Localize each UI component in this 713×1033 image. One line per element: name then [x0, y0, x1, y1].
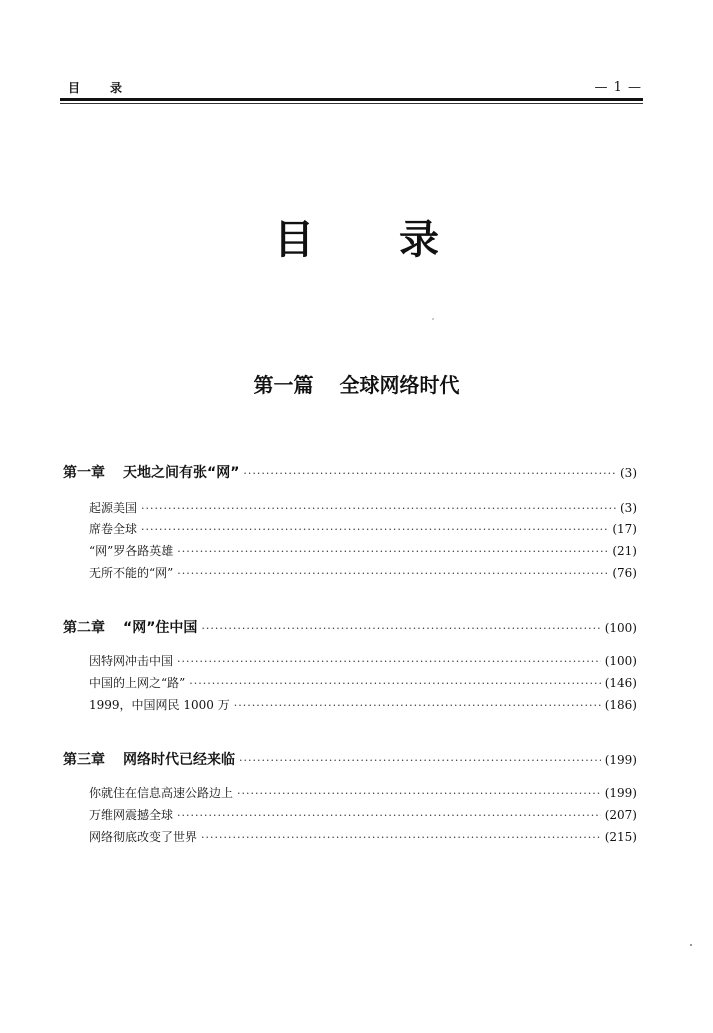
dot-leader — [201, 829, 601, 847]
dot-leader — [234, 697, 601, 715]
section-page: (17) — [612, 522, 637, 536]
dot-leader — [189, 675, 600, 693]
scan-speck — [432, 318, 434, 320]
section-title: 中国的上网之“路” — [89, 676, 186, 690]
section-title: 1999，中国网民 1000 万 — [89, 698, 230, 712]
dot-leader — [177, 807, 601, 825]
toc-section[interactable] — [89, 564, 637, 583]
section-title: 无所不能的“网” — [89, 566, 174, 580]
section-page: (215) — [604, 830, 637, 844]
section-page: (100) — [604, 654, 637, 668]
section-title: “网”罗各路英雄 — [89, 544, 174, 558]
dot-leader — [239, 751, 601, 771]
section-page: (21) — [612, 544, 637, 558]
chapter-number: 第二章 — [63, 620, 105, 636]
section-page: (3) — [620, 501, 637, 515]
chapter-page: (199) — [604, 753, 637, 767]
dot-leader — [177, 543, 608, 561]
chapter-page: (100) — [604, 621, 637, 635]
chapter-number: 第一章 — [63, 465, 105, 481]
scan-speck — [690, 944, 692, 946]
toc-chapter-1[interactable] — [63, 463, 637, 484]
chapter-title: 网络时代已经来临 — [123, 752, 235, 768]
toc-section[interactable] — [89, 696, 637, 715]
toc-section[interactable] — [89, 784, 637, 803]
toc-section[interactable] — [89, 499, 637, 518]
chapter-number: 第三章 — [63, 752, 105, 768]
dot-leader — [201, 619, 600, 639]
section-page: (199) — [604, 786, 637, 800]
part-heading — [0, 371, 713, 399]
dot-leader — [177, 653, 601, 671]
header-rule-thick — [60, 98, 643, 101]
toc-section[interactable] — [89, 542, 637, 561]
section-page: (146) — [604, 676, 637, 690]
section-page: (76) — [612, 566, 637, 580]
toc-section[interactable] — [89, 806, 637, 825]
dot-leader — [177, 565, 608, 583]
chapter-title: 天地之间有张“网” — [123, 465, 240, 481]
dot-leader — [141, 521, 608, 539]
running-header-title: 目录 — [68, 81, 153, 95]
page-title: 目录 — [274, 217, 524, 263]
section-title: 你就住在信息高速公路边上 — [89, 786, 234, 800]
toc-section[interactable] — [89, 520, 637, 539]
dot-leader — [237, 785, 601, 803]
part-title: 全球网络时代 — [339, 373, 460, 397]
toc-chapter-2[interactable] — [63, 618, 637, 639]
toc-section[interactable] — [89, 828, 637, 847]
section-page: (207) — [604, 808, 637, 822]
part-number: 第一篇 — [253, 373, 314, 397]
toc-section[interactable] — [89, 652, 637, 671]
page-number: — 1 — — [594, 80, 642, 95]
section-title: 席卷全球 — [89, 522, 138, 536]
section-page: (186) — [604, 698, 637, 712]
dot-leader — [243, 464, 616, 484]
chapter-title: “网”住中国 — [123, 620, 198, 636]
section-title: 因特网冲击中国 — [89, 654, 174, 668]
section-title: 网络彻底改变了世界 — [89, 830, 198, 844]
section-title: 起源美国 — [89, 501, 138, 515]
section-title: 万维网震撼全球 — [89, 808, 174, 822]
chapter-page: (3) — [620, 466, 637, 480]
toc-section[interactable] — [89, 674, 637, 693]
running-header — [68, 79, 642, 97]
dot-leader — [141, 500, 616, 518]
header-rule-thin — [60, 103, 643, 104]
toc-chapter-3[interactable] — [63, 750, 637, 771]
